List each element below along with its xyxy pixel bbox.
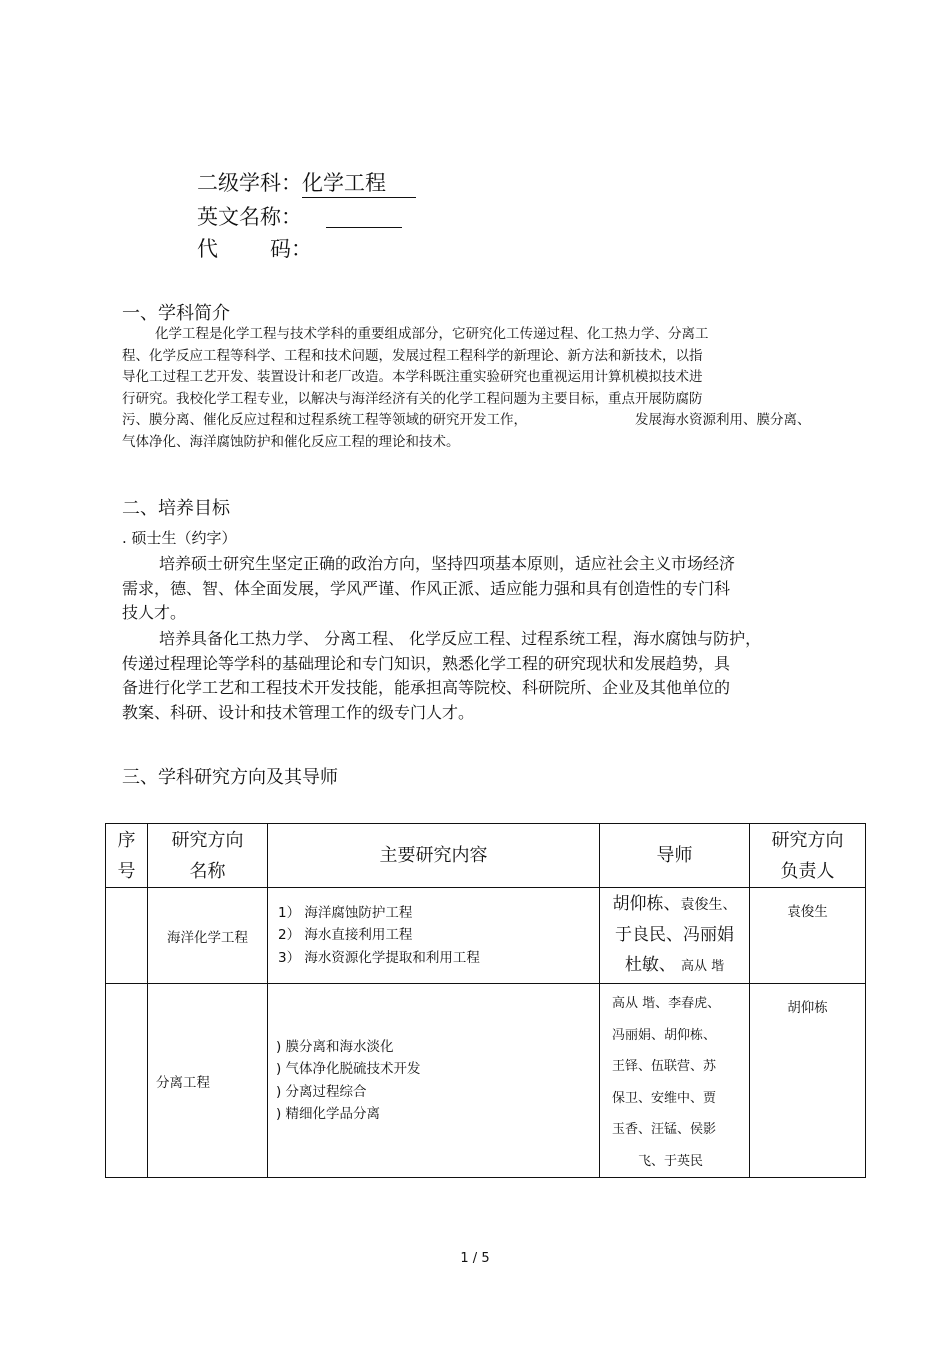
row1-direction: 海洋化学工程: [148, 888, 268, 984]
table-row: [106, 984, 866, 1178]
discipline-row: [197, 167, 416, 198]
table-header-row: [106, 824, 866, 888]
header-content: 主要研究内容: [268, 824, 600, 888]
row1-serial: [106, 888, 148, 984]
english-name-row: [197, 201, 302, 231]
code-label-a: 代: [197, 237, 218, 261]
row1-tutors: 胡仰栋、袁俊生、 于良民、冯丽娟 杜敏、 高从 堦: [600, 888, 750, 984]
section2-subheading: . 硕士生（约字）: [122, 529, 237, 547]
section1-line: 程、化学反应工程等科学、工程和技术问题，发展过程工程科学的新理论、新方法和新技术，以指: [122, 347, 703, 364]
english-name-label: 英文名称：: [197, 205, 302, 229]
section1-line: 化学工程是化学工程与技术学科的重要组成部分，它研究化工传递过程、化工热力学、分离工: [155, 326, 709, 342]
row2-item: ) 分离过程综合: [276, 1083, 367, 1100]
section1-line: 行研究。我校化学工程专业，以解决与海洋经济有关的化学工程问题为主要目标，重点开展防腐防: [122, 390, 703, 407]
english-name-blank: [326, 227, 402, 228]
row2-direction: 分离工程: [148, 984, 268, 1178]
header-tutor: 导师: [600, 824, 750, 888]
para1-line: 需求，德、智、体全面发展，学风严谨、作风正派、适应能力强和具有创造性的专门科: [122, 578, 731, 598]
research-direction-table: [105, 823, 866, 1178]
code-row: [197, 233, 312, 263]
row2-content: [268, 984, 600, 1178]
section2-para1: [122, 552, 735, 626]
row2-item: ) 气体净化脱硫技术开发: [276, 1061, 421, 1077]
row1-content: [268, 888, 600, 984]
row1-item: 3） 海水资源化学提取和利用工程: [278, 949, 480, 966]
row1-lead: 袁俊生: [750, 888, 866, 984]
row2-item: ) 精细化学品分离: [276, 1106, 381, 1122]
page-number: 1 / 5: [460, 1251, 490, 1266]
row2-tutors: 高从 堦、李春虎、 冯丽娟、胡仰栋、 王铎、伍联营、苏 保卫、安维中、贾 玉香、汪锰、侯影 飞、于英民: [600, 984, 750, 1178]
para2-line: 教案、科研、设计和技术管理工作的级专门人才。: [122, 702, 475, 722]
row2-item: ) 膜分离和海水淡化: [276, 1038, 394, 1055]
section1-line: 导化工过程工艺开发、装置设计和老厂改造。本学科既注重实验研究也重视运用计算机模拟技术进: [122, 369, 703, 385]
section1-line: 污、膜分离、催化反应过程和过程系统工程等领域的研究开发工作， 发展海水资源利用、膜分离、: [122, 410, 709, 432]
section1-line5-tail: 发展海水资源利用、膜分离、: [635, 412, 811, 428]
discipline-value: 化学工程: [302, 167, 416, 198]
section2-title: 二、培养目标: [122, 498, 230, 519]
row1-item: 1） 海洋腐蚀防护工程: [278, 904, 413, 921]
row1-item: 2） 海水直接利用工程: [278, 927, 413, 944]
row2-lead: 胡仰栋: [750, 984, 866, 1178]
header-lead: 研究方向 负责人: [750, 824, 866, 888]
para1-line: 培养硕士研究生坚定正确的政治方向，坚持四项基本原则，适应社会主义市场经济: [159, 554, 736, 573]
header-serial: 序 号: [106, 824, 148, 888]
table-row: [106, 888, 866, 984]
para2-line: 备进行化学工艺和工程技术开发技能，能承担高等院校、科研院所、企业及其他单位的: [122, 678, 731, 697]
section1-title: 一、学科简介: [122, 303, 230, 324]
section1-line: 气体净化、海洋腐蚀防护和催化反应工程的理论和技术。: [122, 433, 460, 450]
para2-line: 培养具备化工热力学、 分离工程、 化学反应工程、过程系统工程，海水腐蚀与防护，: [159, 629, 762, 648]
section1-body: [122, 324, 811, 453]
code-label-b: 码：: [270, 237, 312, 261]
row2-serial: [106, 984, 148, 1178]
para2-line: 传递过程理论等学科的基础理论和专门知识，熟悉化学工程的研究现状和发展趋势，具: [122, 653, 731, 673]
header-direction: 研究方向 名称: [148, 824, 268, 888]
section3-title: 三、学科研究方向及其导师: [122, 767, 338, 788]
section2-para2: [122, 627, 761, 725]
discipline-label: 二级学科：: [197, 171, 302, 195]
para1-line: 技人才。: [122, 603, 187, 622]
